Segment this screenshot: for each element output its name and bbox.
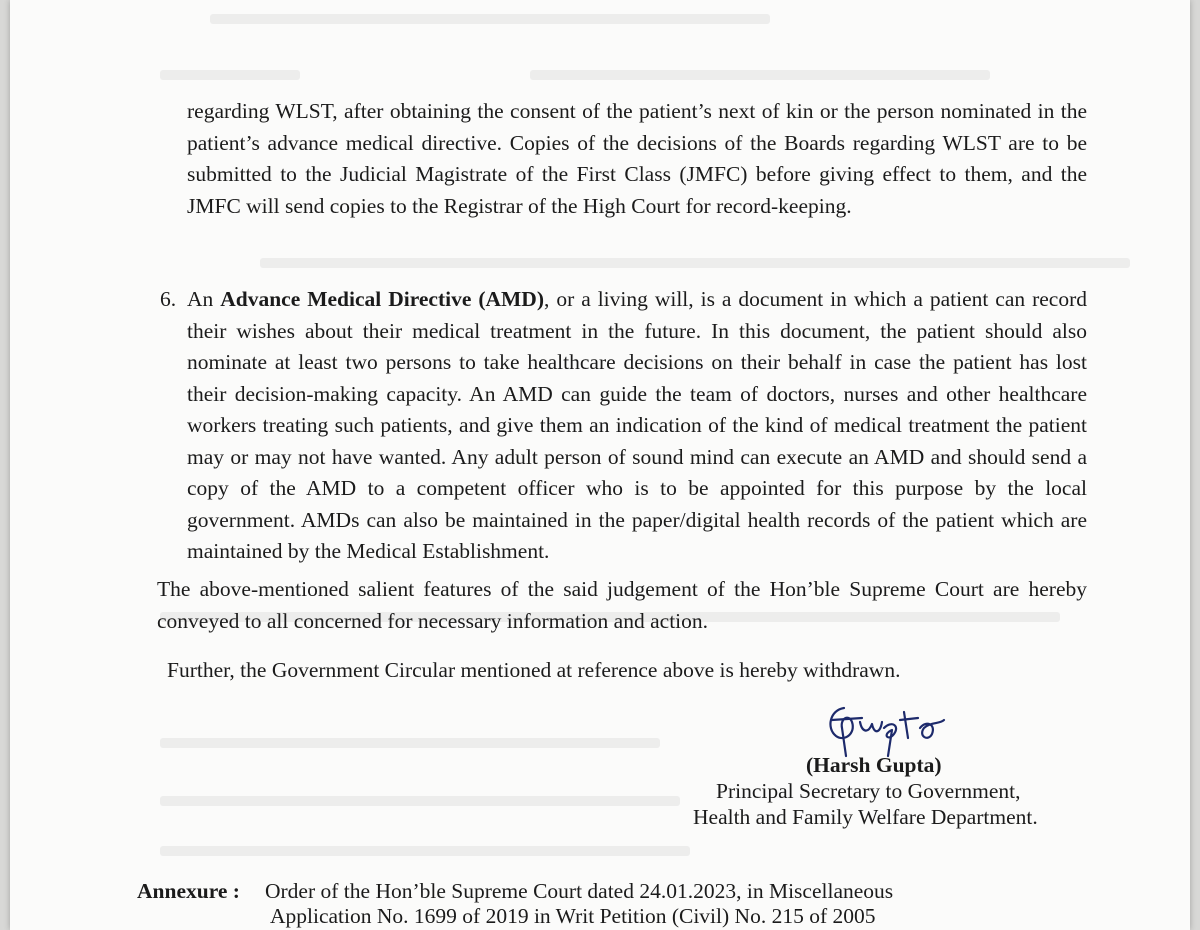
signatory-designation: Principal Secretary to Government, xyxy=(716,779,1021,803)
list-item-number: 6. xyxy=(160,287,177,311)
further-paragraph: Further, the Government Circular mentioned at reference above is hereby withdrawn. xyxy=(167,658,901,682)
item-body: , or a living will, is a document in which a patient can record their wishes about their medical treatment in the future. In this document, the patient should also nominate at least two persons to take healthcare decisions on their behalf in case the patient has lost their decision-making capacity. An AMD can guide the team of doctors, nurses and other healthcare workers treating such patients, and give them an indication of the kind of medical treatment the patient may or may not have wanted. Any adult person of sound mind can execute an AMD and should send a copy of the AMD to a competent officer who is to be appointed for this purpose by the local government. AMDs can also be maintained in the paper/digital health records of the patient which are maintained by the Medical Establishment. xyxy=(187,287,1087,563)
signatory-name: (Harsh Gupta) xyxy=(806,753,942,777)
continuation-paragraph: regarding WLST, after obtaining the consent of the patient’s next of kin or the person nominated in the patient’s advance medical directive. Copies of the decisions of the Boards regarding WLST are to be submitted to the Judicial Magistrate of the First Class (JMFC) before giving effect to them, and the JMFC will send copies to the Registrar of the High Court for record-keeping. xyxy=(187,99,1087,218)
bleed-through-mark xyxy=(260,258,1130,268)
bleed-through-mark xyxy=(160,846,690,856)
bleed-through-mark xyxy=(160,70,300,80)
bleed-through-mark xyxy=(530,70,990,80)
list-item-amd xyxy=(187,284,1087,568)
document-page xyxy=(10,0,1190,930)
annexure-block xyxy=(137,879,1137,929)
annexure-line-2: Application No. 1699 of 2019 in Writ Petition (Civil) No. 215 of 2005 xyxy=(270,904,876,928)
bold-term-amd: Advance Medical Directive (AMD) xyxy=(220,287,544,311)
annexure-line-1: Order of the Hon’ble Supreme Court dated 24.01.2023, in Miscellaneous xyxy=(265,879,894,903)
bleed-through-mark xyxy=(210,14,770,24)
item-prefix: An xyxy=(187,287,221,311)
signatory-department: Health and Family Welfare Department. xyxy=(693,805,1038,829)
bleed-through-mark xyxy=(160,796,680,806)
annexure-label: Annexure : xyxy=(137,879,240,903)
signature-block xyxy=(693,752,1113,830)
handwritten-signature xyxy=(822,698,952,758)
conveyed-paragraph: The above-mentioned salient features of the said judgement of the Hon’ble Supreme Court are hereby conveyed to all concerned for necessary information and action. xyxy=(157,577,1087,633)
bleed-through-mark xyxy=(160,738,660,748)
